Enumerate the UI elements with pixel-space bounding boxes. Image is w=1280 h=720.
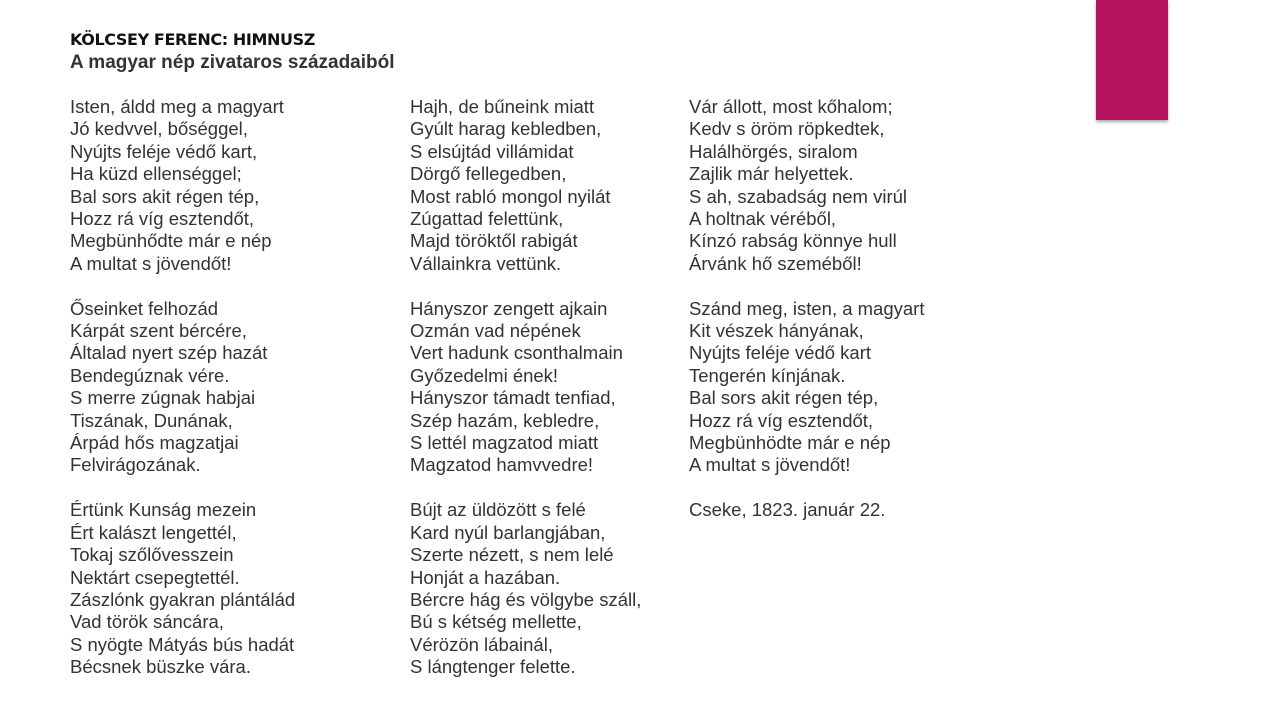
page-subtitle: A magyar nép zivataros századaiból <box>70 52 395 73</box>
poem-line: Kárpát szent bércére, <box>70 320 247 342</box>
poem-line: Magzatod hamvvedre! <box>410 454 594 476</box>
poem-line: Szép hazám, kebledre, <box>410 409 600 431</box>
poem-line: Értünk Kunság mezein <box>70 499 257 521</box>
poem-line: Szerte nézett, s nem lelé <box>410 544 614 566</box>
poem-line: Bendegúznak vére. <box>70 364 230 386</box>
date-signature: Cseke, 1823. január 22. <box>689 499 886 521</box>
stanza <box>689 298 924 477</box>
poem-line: Vad török sáncára, <box>70 611 224 633</box>
poem-line: Bal sors akit régen tép, <box>70 185 260 207</box>
poem-line: Megbünhődte már e nép <box>70 230 272 252</box>
poem-line: Megbünhödte már e nép <box>689 432 891 454</box>
stanza <box>689 96 924 275</box>
poem-line: Őseinket felhozád <box>70 297 219 319</box>
poem-line: Ozmán vad népének <box>410 320 581 342</box>
poem-line: Kit vészek hányának, <box>689 320 864 342</box>
poem-line: A multat s jövendőt! <box>70 252 232 274</box>
poem-line: Zajlik már helyettek. <box>689 163 854 185</box>
poem-line: Bércre hág és völgybe száll, <box>410 588 642 610</box>
page-title: KÖLCSEY FERENC: HIMNUSZ <box>70 30 315 49</box>
poem-line: Most rabló mongol nyilát <box>410 185 611 207</box>
poem-line: S lettél magzatod miatt <box>410 432 599 454</box>
poem-line: Vert hadunk csonthalmain <box>410 342 623 364</box>
poem-line: Árpád hős magzatjai <box>70 432 239 454</box>
poem-line: Honját a hazában. <box>410 566 561 588</box>
poem-column-2 <box>410 96 641 701</box>
poem-line: Hányszor zengett ajkain <box>410 297 608 319</box>
poem-line: Kard nyúl barlangjában, <box>410 521 606 543</box>
poem-line: Vérözön lábainál, <box>410 633 553 655</box>
poem-line: Vállainkra vettünk. <box>410 252 562 274</box>
poem-line: Halálhörgés, siralom <box>689 140 858 162</box>
poem-line: S merre zúgnak habjai <box>70 387 256 409</box>
poem-line: Kínzó rabság könnye hull <box>689 230 897 252</box>
poem-line: Dörgő fellegedben, <box>410 163 567 185</box>
poem-line: Nyújts feléje védő kart, <box>70 140 258 162</box>
stanza <box>70 499 295 678</box>
poem-line: Szánd meg, isten, a magyart <box>689 297 925 319</box>
poem-line: A holtnak véréből, <box>689 208 837 230</box>
stanza <box>410 298 641 477</box>
poem-column-3 <box>689 96 924 522</box>
poem-line: Majd töröktől rabigát <box>410 230 578 252</box>
poem-line: Árvánk hő szeméből! <box>689 252 862 274</box>
poem-line: Bú s kétség mellette, <box>410 611 582 633</box>
poem-line: Nektárt csepegtettél. <box>70 566 240 588</box>
poem-line: S nyögte Mátyás bús hadát <box>70 633 295 655</box>
poem-line: Ha küzd ellenséggel; <box>70 163 242 185</box>
poem-line: Jó kedvvel, bőséggel, <box>70 118 248 140</box>
poem-line: Bújt az üldözött s felé <box>410 499 586 521</box>
poem-line: Kedv s öröm röpkedtek, <box>689 118 885 140</box>
poem-line: Nyújts feléje védő kart <box>689 342 872 364</box>
poem-line: Zászlónk gyakran plántálád <box>70 588 296 610</box>
stanza <box>70 96 295 275</box>
poem-line: Gyúlt harag kebledben, <box>410 118 602 140</box>
poem-line: Győzedelmi ének! <box>410 364 559 386</box>
poem-line: Isten, áldd meg a magyart <box>70 96 284 117</box>
poem-line: Hányszor támadt tenfiad, <box>410 387 616 409</box>
poem-line: S ah, szabadság nem virúl <box>689 185 908 207</box>
poem-line: Hajh, de bűneink miatt <box>410 96 595 117</box>
stanza <box>70 298 295 477</box>
poem-column-1 <box>70 96 295 701</box>
poem-line: Vár állott, most kőhalom; <box>689 96 893 117</box>
poem-line: Zúgattad felettünk, <box>410 208 564 230</box>
poem-line: Tengerén kínjának. <box>689 364 846 386</box>
poem-line: Bal sors akit régen tép, <box>689 387 879 409</box>
poem-line: Tiszának, Dunának, <box>70 409 233 431</box>
poem-line: Ért kalászt lengettél, <box>70 521 237 543</box>
poem-line: S elsújtád villámidat <box>410 140 574 162</box>
poem-line: S lángtenger felette. <box>410 656 576 678</box>
poem-line: Hozz rá víg esztendőt, <box>689 409 874 431</box>
stanza <box>410 499 641 678</box>
poem-line: A multat s jövendőt! <box>689 454 851 476</box>
accent-bar <box>1096 0 1168 120</box>
poem-line: Bécsnek büszke vára. <box>70 656 251 678</box>
stanza <box>410 96 641 275</box>
poem-line: Hozz rá víg esztendőt, <box>70 208 255 230</box>
poem-line: Általad nyert szép hazát <box>70 342 268 364</box>
poem-line: Tokaj szőlővesszein <box>70 544 234 566</box>
poem-line: Felvirágozának. <box>70 454 201 476</box>
